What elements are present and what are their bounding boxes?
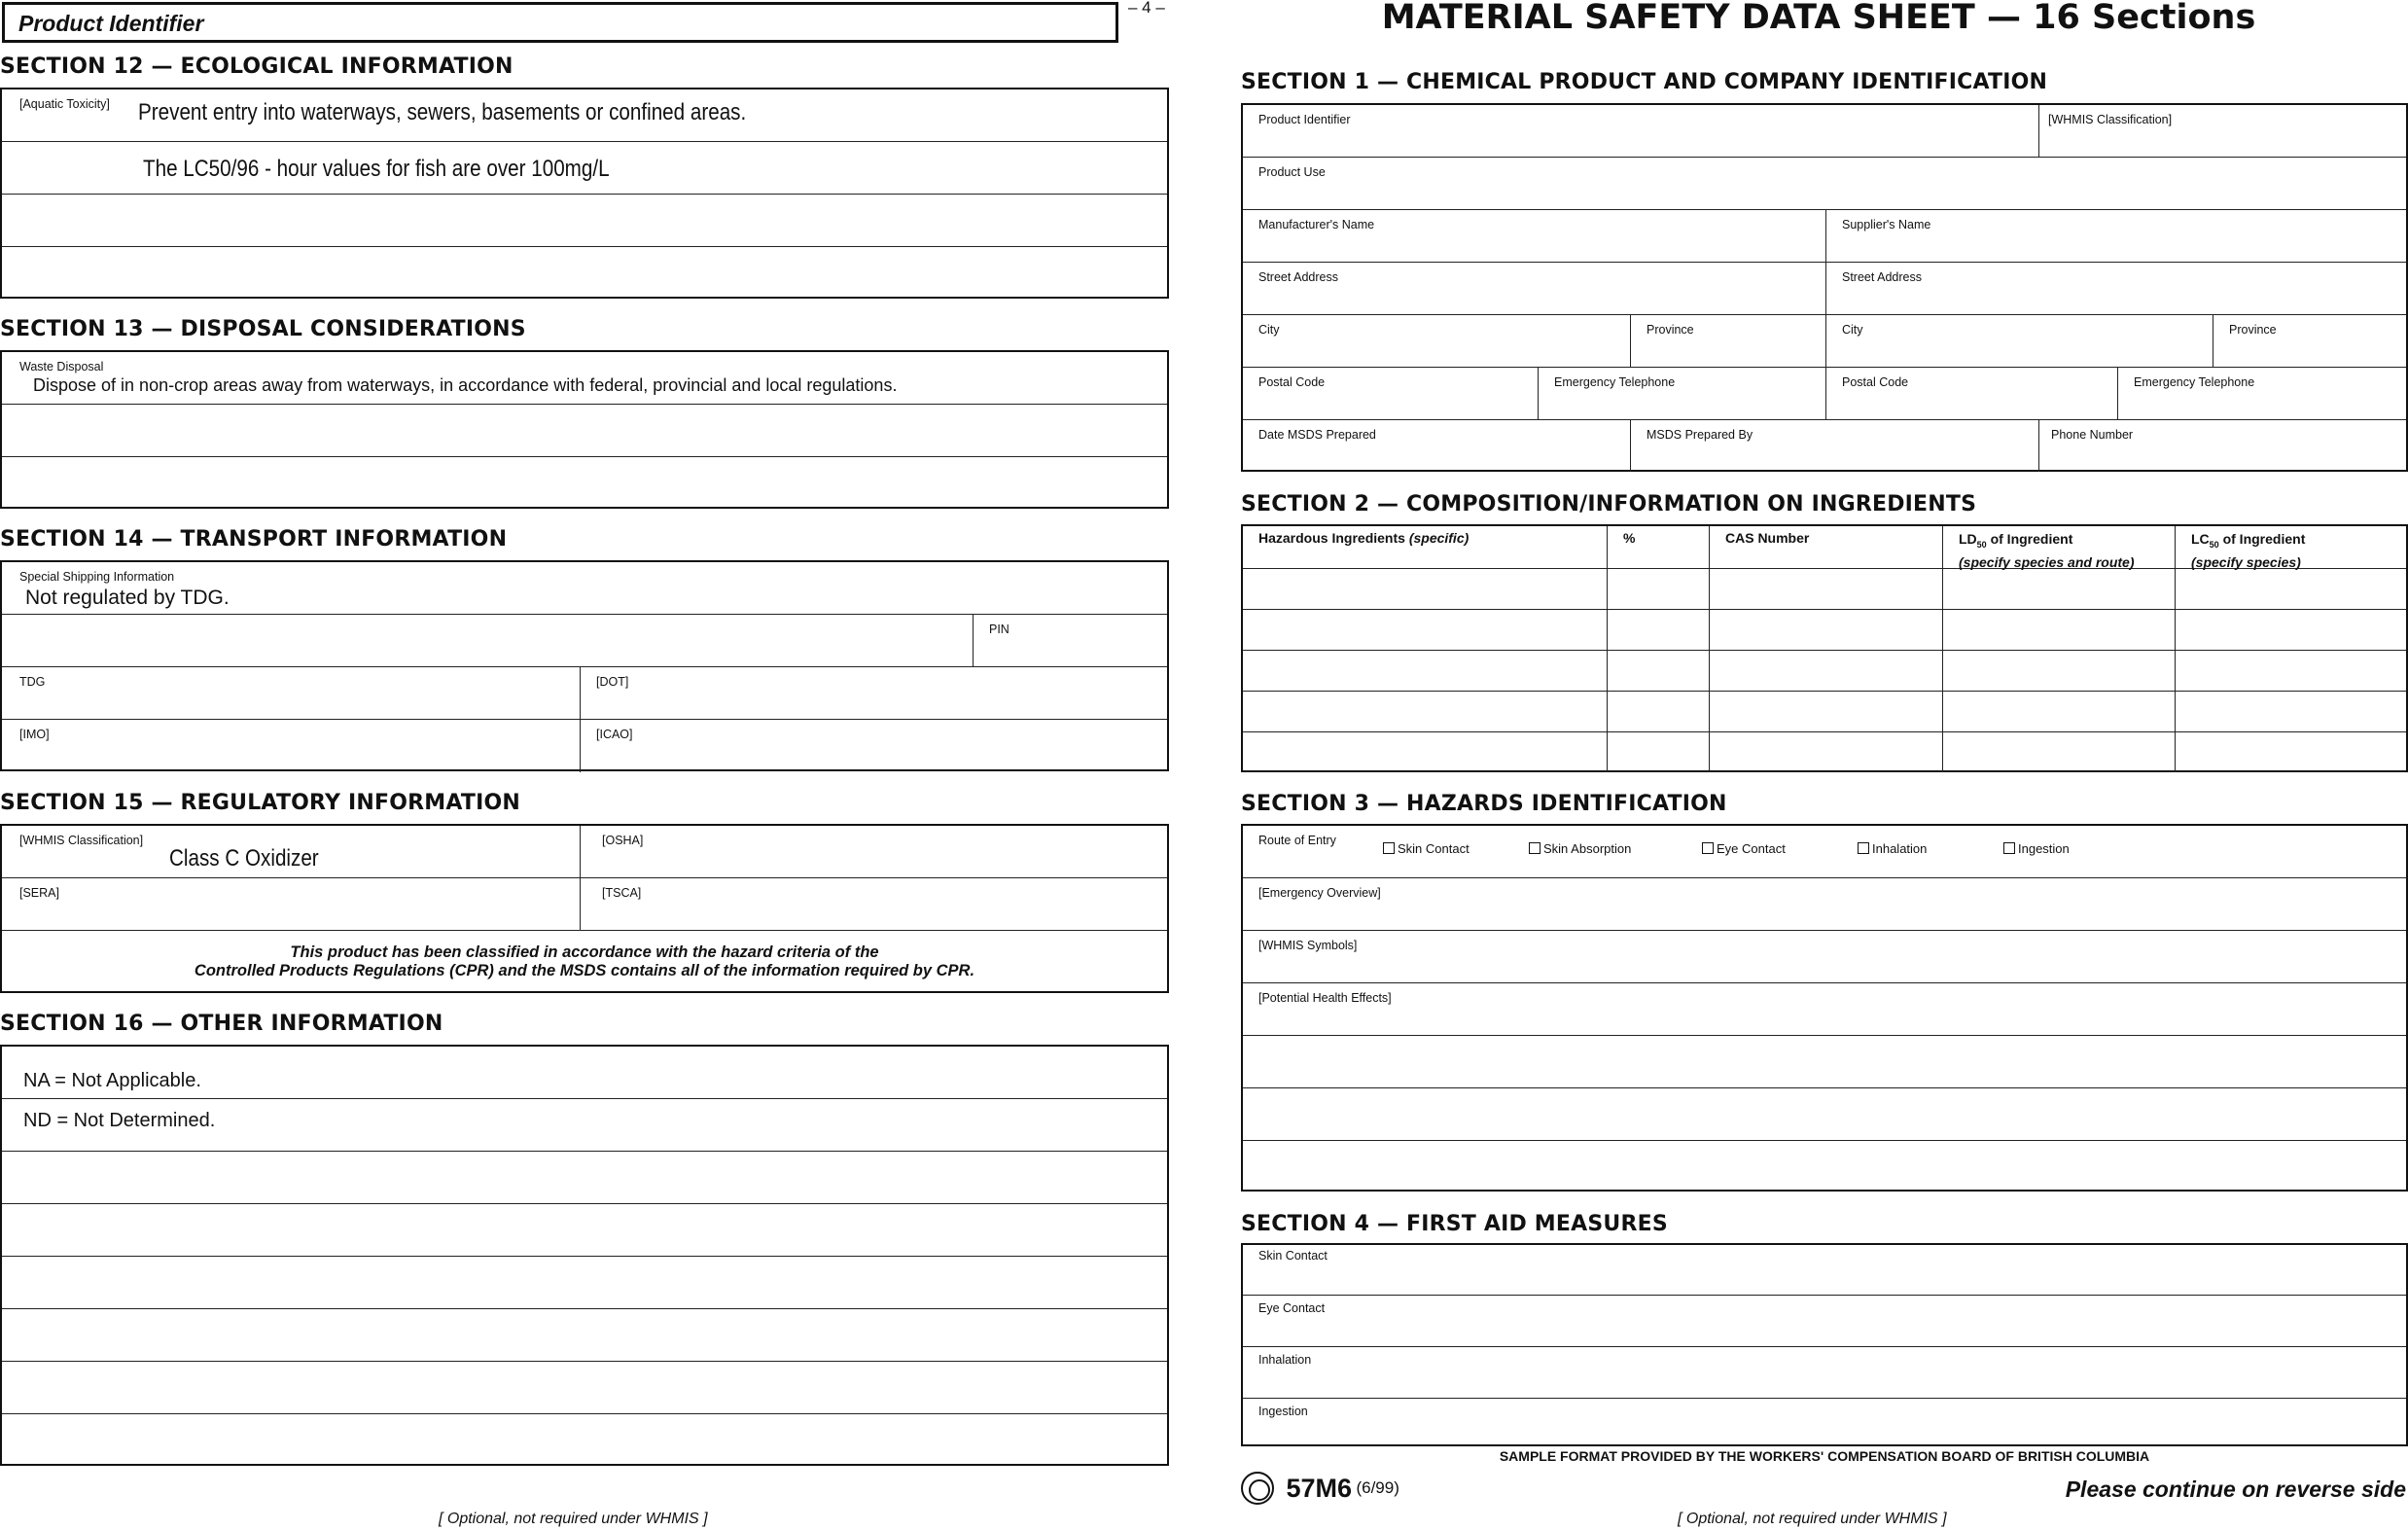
emergency-overview-label: [Emergency Overview] — [1258, 886, 1381, 900]
section-15-heading: SECTION 15 — REGULATORY INFORMATION — [0, 791, 520, 815]
special-shipping-value: Not regulated by TDG. — [25, 587, 230, 609]
supplier-emergency-field[interactable] — [2118, 368, 2406, 419]
s2-col-lc-suffix: of Ingredient — [2218, 531, 2306, 547]
table-cell[interactable] — [2176, 692, 2406, 731]
table-cell[interactable] — [1943, 651, 2176, 691]
section-1-box — [1241, 103, 2408, 472]
optional-note-right: [ Optional, not required under WHMIS ] — [1678, 1511, 1947, 1527]
whmis-symbols-label: [WHMIS Symbols] — [1258, 939, 1358, 952]
s2-col-ld-sub: 50 — [1976, 539, 1987, 550]
s2-col-lc50 — [2176, 526, 2406, 568]
table-cell[interactable] — [1243, 569, 1608, 609]
s2-col-cas — [1710, 526, 1943, 568]
s2-col-ingredients — [1243, 526, 1608, 568]
first-aid-skin-field[interactable] — [1243, 1245, 2406, 1296]
s12-row-4[interactable] — [2, 247, 1167, 300]
s2-col-lc-note: (specify species) — [2191, 553, 2301, 570]
supplier-postal-label: Postal Code — [1842, 375, 1909, 389]
manufacturer-emergency-label: Emergency Telephone — [1554, 375, 1676, 389]
whmis-classification-field[interactable] — [2, 826, 581, 877]
s16-row-3[interactable] — [2, 1152, 1167, 1204]
table-cell[interactable] — [1608, 651, 1710, 691]
whmis-classification-label: [WHMIS Classification] — [19, 834, 144, 847]
route-of-entry-row — [1243, 826, 2406, 878]
s1-row-4 — [1243, 263, 2406, 315]
table-cell[interactable] — [1608, 692, 1710, 731]
shipping-extra-field[interactable] — [2, 615, 974, 666]
form-code: 57M6 — [1286, 1473, 1352, 1503]
sample-format-note: SAMPLE FORMAT PROVIDED BY THE WORKERS' COMPENSATION BOARD OF BRITISH COLUMBIA — [1499, 1448, 2150, 1464]
tsca-field[interactable] — [581, 878, 1167, 930]
s2-col-ld-suffix: of Ingredient — [1986, 531, 2073, 547]
table-cell[interactable] — [1608, 732, 1710, 772]
s1-row-1 — [1243, 105, 2406, 158]
section-14-heading: SECTION 14 — TRANSPORT INFORMATION — [0, 527, 508, 552]
table-cell[interactable] — [1243, 651, 1608, 691]
table-cell[interactable] — [1943, 692, 2176, 731]
product-use-label: Product Use — [1258, 165, 1326, 179]
phone-number-field[interactable] — [2039, 420, 2406, 472]
supplier-street-field[interactable] — [1826, 263, 2406, 314]
emergency-overview-field[interactable] — [1243, 878, 2406, 931]
manufacturer-emergency-field[interactable] — [1539, 368, 1826, 419]
tsca-label: [TSCA] — [602, 886, 642, 900]
table-cell[interactable] — [1243, 692, 1608, 731]
ingestion-label: Ingestion — [2018, 841, 2070, 856]
tdg-label: TDG — [19, 675, 46, 689]
s2-col-ingredients-note: (specific) — [1408, 530, 1470, 546]
section-2-table — [1241, 524, 2408, 772]
s1-row-3 — [1243, 210, 2406, 263]
s16-row-6[interactable] — [2, 1309, 1167, 1362]
skin-contact-label: Skin Contact — [1398, 841, 1470, 856]
supplier-city-label: City — [1842, 323, 1863, 337]
first-aid-skin-label: Skin Contact — [1258, 1249, 1328, 1263]
skin-absorption-label: Skin Absorption — [1543, 841, 1632, 856]
manufacturer-province-label: Province — [1647, 323, 1694, 337]
s1-row-6 — [1243, 368, 2406, 420]
phone-number-label: Phone Number — [2051, 428, 2134, 442]
section-13-box — [0, 350, 1169, 509]
supplier-postal-field[interactable] — [1826, 368, 2118, 419]
s1-whmis-label: [WHMIS Classification] — [2048, 113, 2173, 126]
s2-header-row — [1243, 526, 2406, 569]
section-4-box — [1241, 1243, 2408, 1446]
pin-field[interactable] — [974, 615, 1167, 666]
osha-label: [OSHA] — [602, 834, 644, 847]
s15-note-row — [2, 931, 1167, 991]
whmis-symbols-field[interactable] — [1243, 931, 2406, 983]
manufacturer-city-field[interactable] — [1243, 315, 1631, 367]
first-aid-eye-label: Eye Contact — [1258, 1301, 1326, 1315]
health-effects-label: [Potential Health Effects] — [1258, 991, 1392, 1005]
date-prepared-label: Date MSDS Prepared — [1258, 428, 1376, 442]
optional-note-left: [ Optional, not required under WHMIS ] — [439, 1511, 708, 1527]
checkbox-icon — [1529, 842, 1540, 854]
regulatory-note — [2, 931, 1167, 980]
table-cell[interactable] — [1710, 610, 1943, 650]
s1-row-7 — [1243, 420, 2406, 472]
aquatic-toxicity-label: [Aquatic Toxicity] — [19, 97, 110, 111]
s2-col-ld-text: LD — [1959, 531, 1977, 547]
first-aid-ingestion-field[interactable] — [1243, 1399, 2406, 1444]
health-effects-field[interactable] — [1243, 983, 2406, 1036]
first-aid-inhalation-field[interactable] — [1243, 1347, 2406, 1399]
s1-product-identifier-label: Product Identifier — [1258, 113, 1351, 126]
table-cell[interactable] — [1943, 732, 2176, 772]
whmis-classification-value: Class C Oxidizer — [169, 845, 319, 872]
checkbox-icon — [1702, 842, 1714, 854]
s12-row-1[interactable] — [2, 89, 1167, 142]
regulatory-note-line-2: Controlled Products Regulations (CPR) and the MSDS contains all of the information required by CPR. — [194, 962, 975, 979]
form-date: (6/99) — [1356, 1478, 1399, 1497]
section-12-box — [0, 88, 1169, 299]
s2-col-ld-note: (specify species and route) — [1959, 553, 2135, 570]
other-info-line-1: NA = Not Applicable. — [23, 1070, 201, 1091]
table-cell[interactable] — [2176, 569, 2406, 609]
wcb-emblem-icon — [1241, 1472, 1274, 1505]
table-cell[interactable] — [2176, 732, 2406, 772]
tdg-field[interactable] — [2, 667, 581, 719]
page-number: – 4 – — [1128, 0, 1165, 17]
s16-row-4[interactable] — [2, 1204, 1167, 1257]
supplier-field[interactable] — [1826, 210, 2406, 262]
s3-blank-row[interactable] — [1243, 1141, 2406, 1190]
aquatic-toxicity-value: Prevent entry into waterways, sewers, basements or confined areas. — [138, 99, 747, 125]
osha-field[interactable] — [581, 826, 1167, 877]
eye-contact-checkbox[interactable] — [1702, 841, 1786, 856]
table-row — [1243, 692, 2406, 732]
table-cell[interactable] — [1710, 569, 1943, 609]
icao-field[interactable] — [581, 720, 1167, 772]
s2-col-lc-sub: 50 — [2209, 539, 2219, 550]
manufacturer-postal-label: Postal Code — [1258, 375, 1326, 389]
eye-contact-label: Eye Contact — [1717, 841, 1786, 856]
prepared-by-field[interactable] — [1631, 420, 2039, 472]
sera-field[interactable] — [2, 878, 581, 930]
s15-row-2 — [2, 878, 1167, 931]
section-4-heading: SECTION 4 — FIRST AID MEASURES — [1241, 1212, 1668, 1236]
s14-row-3 — [2, 667, 1167, 720]
product-identifier-label: Product Identifier — [18, 11, 204, 36]
supplier-province-field[interactable] — [2213, 315, 2406, 367]
manufacturer-street-label: Street Address — [1258, 270, 1338, 284]
dot-label: [DOT] — [596, 675, 629, 689]
table-row — [1243, 610, 2406, 651]
s2-col-ingredients-text: Hazardous Ingredients — [1258, 530, 1405, 546]
form-number — [1241, 1472, 1399, 1505]
waste-disposal-label: Waste Disposal — [19, 360, 104, 374]
table-cell[interactable] — [1243, 732, 1608, 772]
waste-disposal-value: Dispose of in non-crop areas away from waterways, in accordance with federal, provincial and local regulations. — [33, 375, 898, 395]
first-aid-inhalation-label: Inhalation — [1258, 1353, 1312, 1367]
first-aid-eye-field[interactable] — [1243, 1296, 2406, 1347]
section-3-box — [1241, 824, 2408, 1192]
manufacturer-label: Manufacturer's Name — [1258, 218, 1375, 231]
section-12-heading: SECTION 12 — ECOLOGICAL INFORMATION — [0, 54, 513, 79]
skin-absorption-checkbox[interactable] — [1529, 841, 1631, 856]
manufacturer-postal-field[interactable] — [1243, 368, 1539, 419]
s13-row-2[interactable] — [2, 405, 1167, 457]
table-cell[interactable] — [1710, 732, 1943, 772]
manufacturer-field[interactable] — [1243, 210, 1826, 262]
table-cell[interactable] — [1943, 569, 2176, 609]
s15-row-1 — [2, 826, 1167, 878]
dot-field[interactable] — [581, 667, 1167, 719]
supplier-province-label: Province — [2229, 323, 2277, 337]
section-13-heading: SECTION 13 — DISPOSAL CONSIDERATIONS — [0, 317, 526, 341]
inhalation-checkbox[interactable] — [1858, 841, 1927, 856]
supplier-label: Supplier's Name — [1842, 218, 1931, 231]
manufacturer-street-field[interactable] — [1243, 263, 1826, 314]
table-cell[interactable] — [1710, 651, 1943, 691]
inhalation-label: Inhalation — [1872, 841, 1928, 856]
section-2-heading: SECTION 2 — COMPOSITION/INFORMATION ON INGREDIENTS — [1241, 492, 1977, 516]
ingestion-checkbox[interactable] — [2003, 841, 2070, 856]
product-use-field[interactable] — [1243, 158, 2406, 210]
table-row — [1243, 651, 2406, 692]
section-15-box — [0, 824, 1169, 993]
checkbox-icon — [1858, 842, 1869, 854]
table-cell[interactable] — [1608, 569, 1710, 609]
table-row — [1243, 732, 2406, 772]
section-1-heading: SECTION 1 — CHEMICAL PRODUCT AND COMPANY IDENTIFICATION — [1241, 70, 2048, 94]
prepared-by-label: MSDS Prepared By — [1647, 428, 1753, 442]
checkbox-icon — [2003, 842, 2015, 854]
checkbox-icon — [1383, 842, 1395, 854]
supplier-city-field[interactable] — [1826, 315, 2213, 367]
s16-row-1[interactable] — [2, 1047, 1167, 1099]
section-16-box — [0, 1045, 1169, 1466]
manufacturer-province-field[interactable] — [1631, 315, 1826, 367]
manufacturer-city-label: City — [1258, 323, 1280, 337]
s2-col-ld50 — [1943, 526, 2176, 568]
s16-row-2[interactable] — [2, 1099, 1167, 1152]
table-cell[interactable] — [1943, 610, 2176, 650]
s12-row-3[interactable] — [2, 195, 1167, 247]
s2-col-cas-text: CAS Number — [1725, 530, 1810, 546]
continue-note: Please continue on reverse side — [2065, 1477, 2406, 1502]
s2-col-percent-text: % — [1623, 530, 1636, 546]
s1-product-identifier-field[interactable] — [1243, 105, 2039, 157]
table-cell[interactable] — [1243, 610, 1608, 650]
icao-label: [ICAO] — [596, 728, 633, 741]
table-cell[interactable] — [1608, 610, 1710, 650]
route-of-entry-label: Route of Entry — [1258, 834, 1336, 847]
supplier-emergency-label: Emergency Telephone — [2134, 375, 2255, 389]
s16-row-7[interactable] — [2, 1362, 1167, 1414]
s3-blank-row[interactable] — [1243, 1088, 2406, 1141]
pin-label: PIN — [989, 623, 1009, 636]
s14-row-1[interactable] — [2, 562, 1167, 615]
date-prepared-field[interactable] — [1243, 420, 1631, 472]
section-14-box — [0, 560, 1169, 771]
page-title: MATERIAL SAFETY DATA SHEET — 16 Sections — [1381, 0, 2256, 37]
s13-row-3[interactable] — [2, 457, 1167, 510]
s1-row-5 — [1243, 315, 2406, 368]
s14-row-4 — [2, 720, 1167, 772]
product-identifier-box[interactable] — [2, 2, 1118, 43]
imo-field[interactable] — [2, 720, 581, 772]
special-shipping-label: Special Shipping Information — [19, 570, 175, 584]
s3-blank-row[interactable] — [1243, 1036, 2406, 1088]
table-cell[interactable] — [2176, 610, 2406, 650]
s16-row-5[interactable] — [2, 1257, 1167, 1309]
table-row — [1243, 569, 2406, 610]
table-cell[interactable] — [1710, 692, 1943, 731]
s16-row-8[interactable] — [2, 1414, 1167, 1466]
first-aid-ingestion-label: Ingestion — [1258, 1405, 1308, 1418]
skin-contact-checkbox[interactable] — [1383, 841, 1470, 856]
sera-label: [SERA] — [19, 886, 59, 900]
s2-col-lc-text: LC — [2191, 531, 2210, 547]
s1-whmis-field[interactable] — [2039, 105, 2406, 157]
s2-col-percent — [1608, 526, 1710, 568]
imo-label: [IMO] — [19, 728, 50, 741]
s12-row-2[interactable] — [2, 142, 1167, 195]
other-info-line-2: ND = Not Determined. — [23, 1110, 216, 1131]
s14-row-2 — [2, 615, 1167, 667]
section-3-heading: SECTION 3 — HAZARDS IDENTIFICATION — [1241, 792, 1727, 816]
regulatory-note-line-1: This product has been classified in accordance with the hazard criteria of the — [290, 943, 879, 961]
s13-row-1[interactable] — [2, 352, 1167, 405]
supplier-street-label: Street Address — [1842, 270, 1922, 284]
table-cell[interactable] — [2176, 651, 2406, 691]
section-16-heading: SECTION 16 — OTHER INFORMATION — [0, 1012, 443, 1036]
lc50-value: The LC50/96 - hour values for fish are over 100mg/L — [143, 156, 610, 182]
